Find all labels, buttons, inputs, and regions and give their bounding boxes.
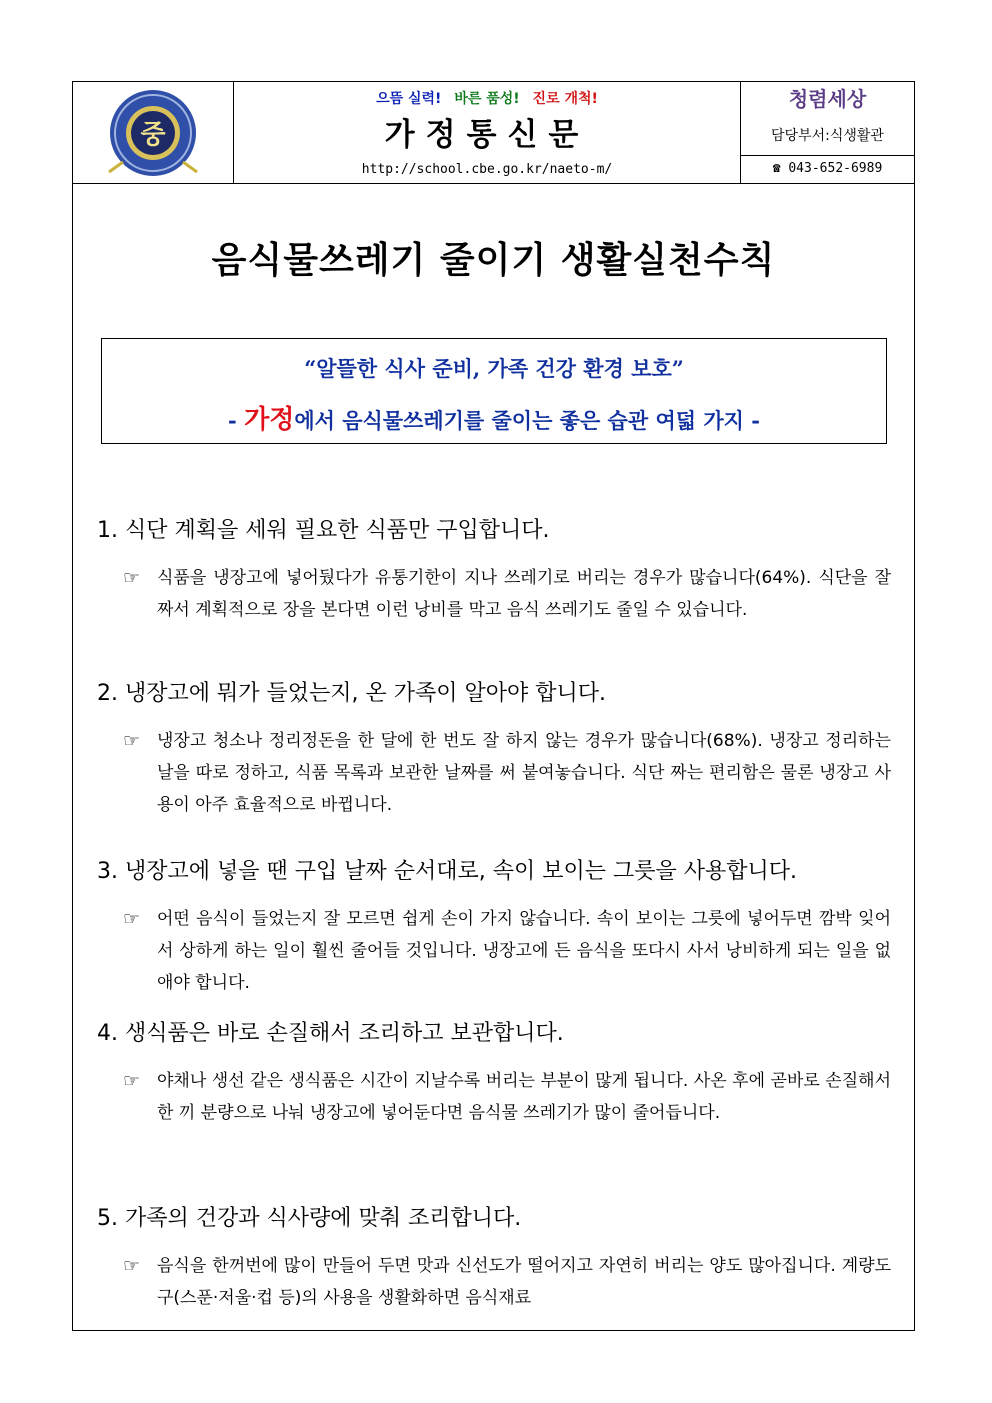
newsletter-title: 가정통신문 (384, 117, 590, 153)
slogan-line-1: “알뜰한 식사 준비, 가족 건강 환경 보호” (304, 356, 684, 381)
pointing-hand-icon: ☞ (123, 567, 141, 589)
item-1-body (123, 562, 891, 626)
item-4-body (123, 1065, 891, 1129)
school-url[interactable]: http://school.cbe.go.kr/naeto-m/ (361, 162, 613, 177)
item-1-text: 식품을 냉장고에 넣어뒀다가 유통기한이 지나 쓰레기로 버리는 경우가 많습니다(64%). 식단을 잘 짜서 계획적으로 장을 본다면 이런 낭비를 막고 음식 쓰레기도 줄일 수 있습니다. (157, 568, 891, 620)
item-5-body (123, 1250, 891, 1314)
phone-row (741, 156, 914, 182)
pointing-hand-icon: ☞ (123, 1070, 141, 1092)
svg-text:중: 중 (140, 120, 166, 150)
pointing-hand-icon: ☞ (123, 730, 141, 752)
pointing-hand-icon: ☞ (123, 908, 141, 930)
pointing-hand-icon: ☞ (123, 1255, 141, 1277)
page-title: 음식물쓰레기 줄이기 생활실천수칙 (211, 240, 776, 281)
slogan-box (101, 338, 887, 444)
telephone-icon: ☎ (772, 161, 781, 176)
motto (234, 88, 740, 108)
brand-logo: 청렴세상 (788, 87, 867, 111)
item-3-body (123, 903, 891, 999)
slogan-prefix: - (228, 408, 245, 433)
motto-1: 으뜸 실력! (376, 91, 442, 107)
motto-2: 바른 품성! (454, 91, 520, 107)
school-emblem-icon (103, 88, 203, 178)
phone-number: 043-652-6989 (788, 161, 883, 176)
slogan-line-2 (102, 399, 886, 436)
item-5-text: 음식을 한꺼번에 많이 만들어 두면 맛과 신선도가 떨어지고 자연히 버리는 양도 많아집니다. 계량도구(스푼·저울·컵 등)의 사용을 생활화하면 음식재료 (157, 1256, 891, 1308)
item-2-title: 2. 냉장고에 뭐가 들었는지, 온 가족이 알아야 합니다. (97, 681, 606, 706)
item-5-title: 5. 가족의 건강과 식사량에 맞춰 조리합니다. (97, 1206, 522, 1231)
item-2-body (123, 725, 891, 821)
department-cell (741, 82, 914, 183)
motto-3: 진로 개척! (532, 91, 598, 107)
title-cell (234, 82, 741, 183)
item-4-text: 야채나 생선 같은 생식품은 시간이 지날수록 버리는 부분이 많게 됩니다. 사온 후에 곧바로 손질해서 한 끼 분량으로 나눠 냉장고에 넣어둔다면 음식물 쓰레기가 많이 줄어듭니다. (157, 1071, 891, 1123)
newsletter-frame (72, 81, 915, 1331)
header (73, 82, 914, 184)
department-label: 담당부서:식생활관 (741, 116, 914, 156)
item-4-title: 4. 생식품은 바로 손질해서 조리하고 보관합니다. (97, 1021, 564, 1046)
item-3-title: 3. 냉장고에 넣을 땐 구입 날짜 순서대로, 속이 보이는 그릇을 사용합니다. (97, 859, 797, 884)
item-3-text: 어떤 음식이 들었는지 잘 모르면 쉽게 손이 가지 않습니다. 속이 보이는 그릇에 넣어두면 깜박 잊어서 상하게 하는 일이 훨씬 줄어들 것입니다. 냉장고에 든 음식을 또다시 사서 낭비하게 되는 일을 없애야 합니다. (157, 909, 891, 993)
slogan-rest: 에서 음식물쓰레기를 줄이는 좋은 습관 여덟 가지 - (294, 408, 760, 433)
slogan-highlight: 가정 (244, 405, 295, 435)
logo-cell (73, 82, 234, 183)
item-2-text: 냉장고 청소나 정리정돈을 한 달에 한 번도 잘 하지 않는 경우가 많습니다(68%). 냉장고 정리하는 날을 따로 정하고, 식품 목록과 보관한 날짜를 써 붙여놓습니다. 식단 짜는 편리함은 물론 냉장고 사용이 아주 효율적으로 바뀝니다. (157, 731, 891, 815)
item-1-title: 1. 식단 계획을 세워 필요한 식품만 구입합니다. (97, 518, 550, 543)
